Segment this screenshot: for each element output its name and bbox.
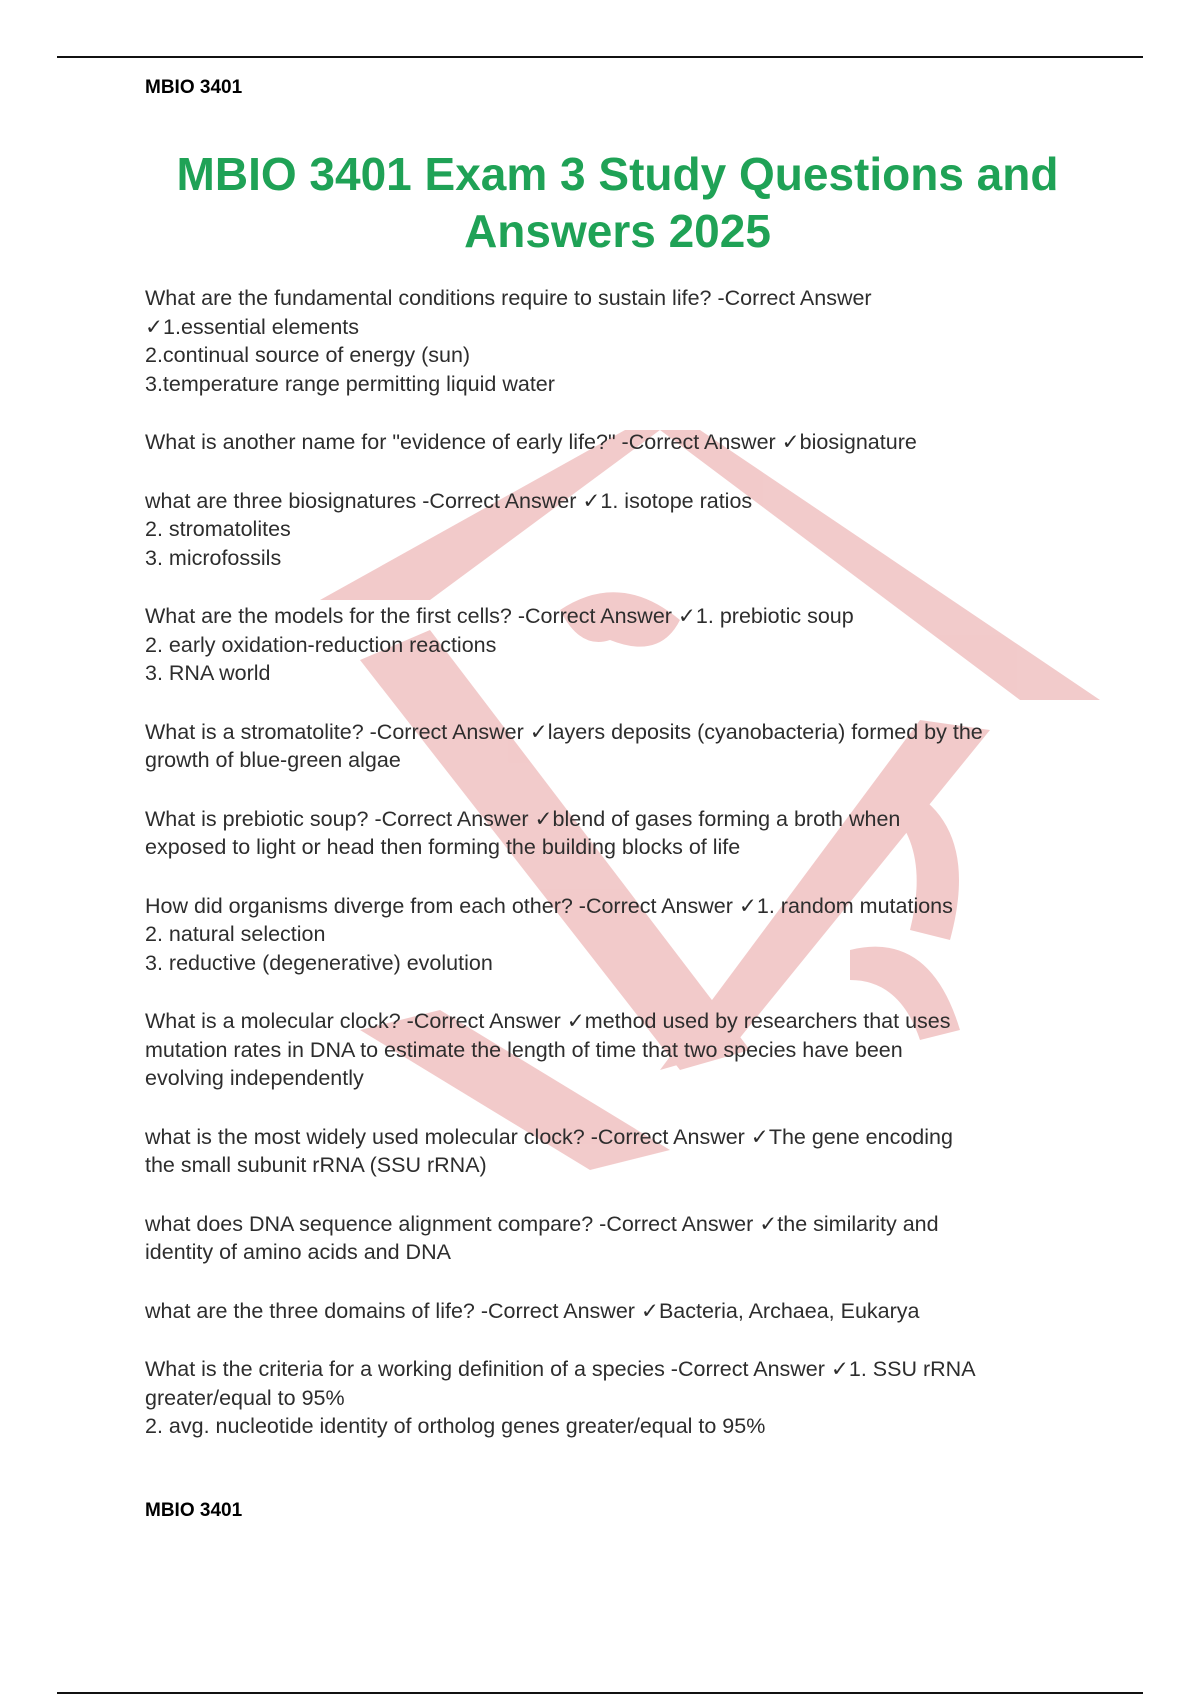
qa-line: identity of amino acids and DNA (145, 1240, 451, 1264)
qa-line: What are the fundamental conditions require to sustain life? -Correct Answer (145, 286, 872, 310)
qa-list (145, 284, 1105, 1471)
page-title (120, 146, 1115, 260)
header-course-label: MBIO 3401 (145, 77, 243, 98)
qa-line: What is another name for "evidence of early life?" -Correct Answer ✓biosignature (145, 430, 917, 454)
qa-item (145, 718, 1105, 775)
qa-line: what are the three domains of life? -Correct Answer ✓Bacteria, Archaea, Eukarya (145, 1298, 920, 1323)
qa-line: How did organisms diverge from each other? -Correct Answer ✓1. random mutations (145, 893, 953, 918)
qa-item (145, 1297, 1105, 1326)
qa-line: 3. reductive (degenerative) evolution (145, 950, 493, 975)
qa-item (145, 284, 1105, 398)
qa-line: greater/equal to 95% (145, 1385, 345, 1410)
qa-line: 3. microfossils (145, 545, 282, 570)
qa-item (145, 1007, 1105, 1093)
qa-item (145, 805, 1105, 862)
qa-item (145, 892, 1105, 978)
qa-item (145, 1210, 1105, 1267)
qa-line: 3. RNA world (145, 661, 271, 685)
qa-item (145, 602, 1105, 688)
qa-line: growth of blue-green algae (145, 748, 401, 772)
qa-line: 2. avg. nucleotide identity of ortholog genes greater/equal to 95% (145, 1414, 766, 1438)
qa-line: What is prebiotic soup? -Correct Answer ✓blend of gases forming a broth when (145, 806, 901, 831)
qa-line: what are three biosignatures -Correct Answer ✓1. isotope ratios (145, 488, 753, 513)
qa-line: What is the criteria for a working definition of a species -Correct Answer ✓1. SSU rRNA (145, 1357, 976, 1381)
qa-item (145, 487, 1105, 573)
qa-line: what is the most widely used molecular clock? -Correct Answer ✓The gene encoding (145, 1124, 953, 1149)
qa-line: mutation rates in DNA to estimate the length of time that two species have been (145, 1037, 903, 1062)
qa-item (145, 1123, 1105, 1180)
title-line-2: Answers 2025 (464, 205, 771, 257)
qa-item (145, 428, 1105, 457)
header-rule (57, 56, 1143, 58)
title-line-1: MBIO 3401 Exam 3 Study Questions and (176, 148, 1059, 200)
qa-line: What are the models for the first cells? -Correct Answer ✓1. prebiotic soup (145, 604, 854, 628)
qa-line: What is a molecular clock? -Correct Answer ✓method used by researchers that uses (145, 1009, 951, 1033)
qa-line: the small subunit rRNA (SSU rRNA) (145, 1153, 487, 1177)
qa-line: 3.temperature range permitting liquid water (145, 371, 555, 396)
qa-line: 2. stromatolites (145, 517, 291, 541)
qa-line: 2. natural selection (145, 922, 326, 946)
qa-line: 2.continual source of energy (sun) (145, 343, 471, 367)
qa-line: evolving independently (145, 1066, 364, 1090)
qa-line: exposed to light or head then forming the building blocks of life (145, 835, 741, 859)
footer-rule (57, 1692, 1143, 1694)
qa-line: What is a stromatolite? -Correct Answer ✓layers deposits (cyanobacteria) formed by the (145, 719, 983, 744)
qa-item (145, 1355, 1105, 1441)
qa-line: 2. early oxidation-reduction reactions (145, 632, 497, 657)
qa-line: ✓1.essential elements (145, 314, 360, 339)
qa-line: what does DNA sequence alignment compare? -Correct Answer ✓the similarity and (145, 1211, 939, 1236)
footer-course-label: MBIO 3401 (145, 1500, 243, 1521)
